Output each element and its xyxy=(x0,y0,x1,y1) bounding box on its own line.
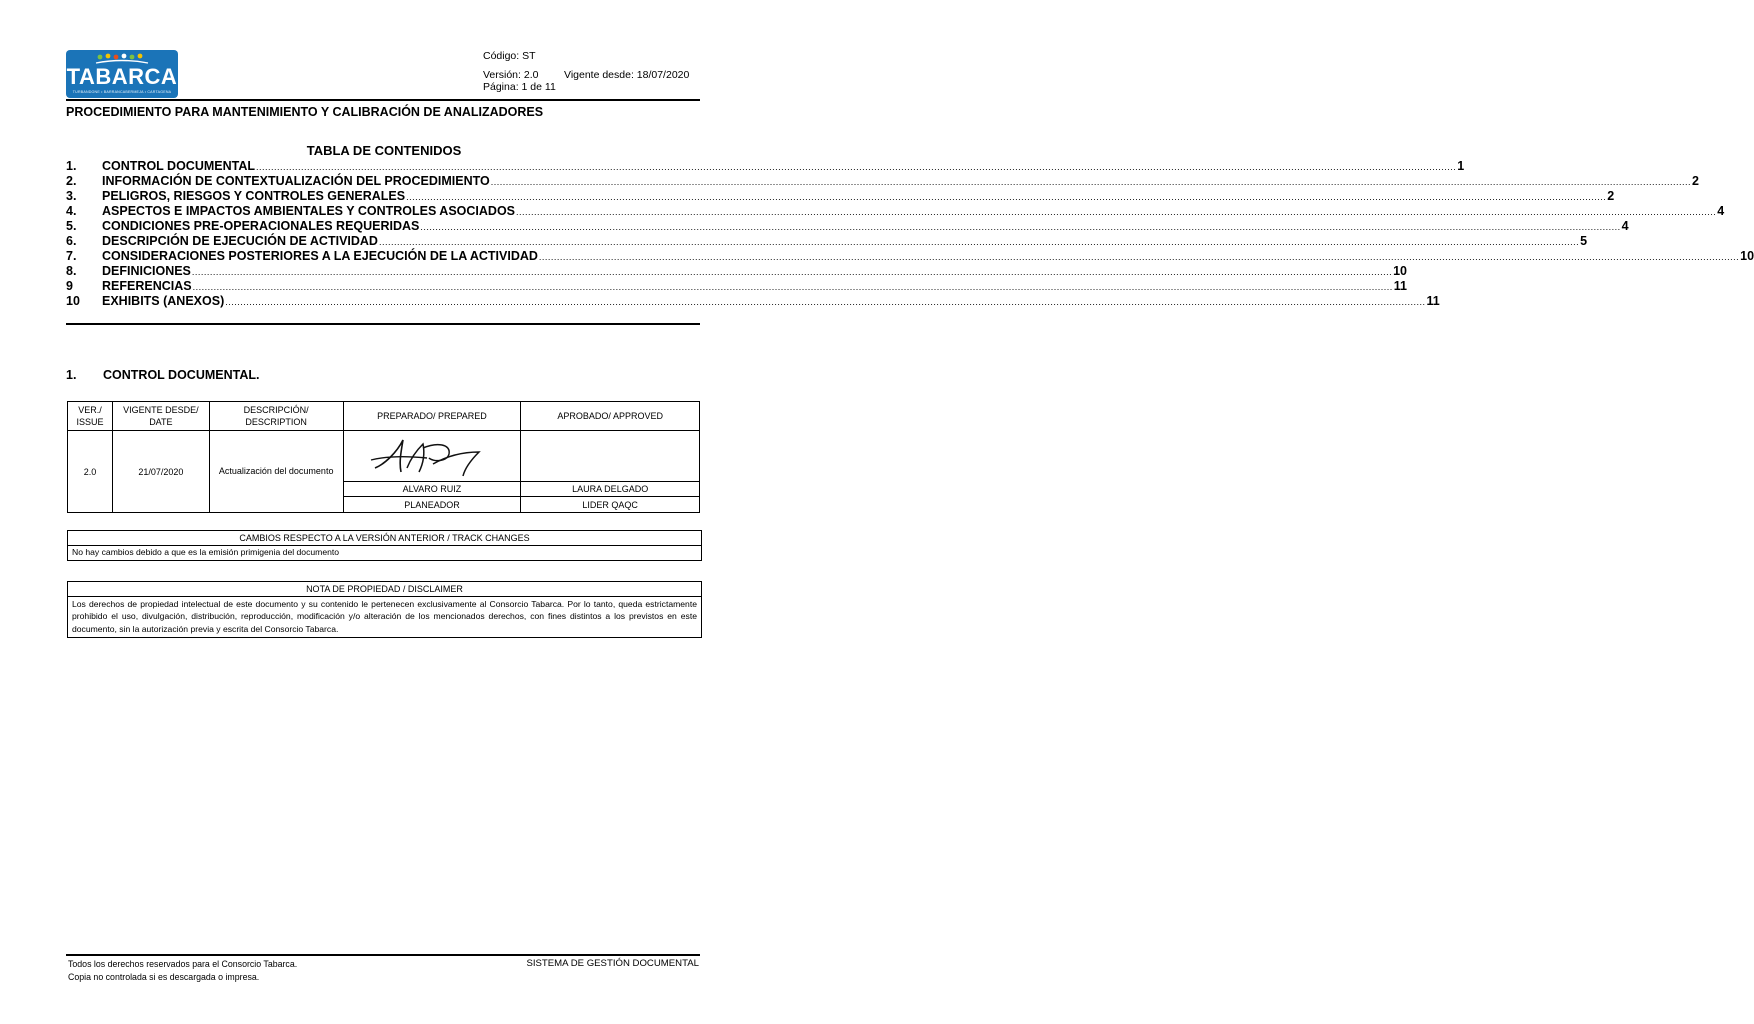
toc-entry[interactable] xyxy=(66,294,1440,309)
toc-label: CONTROL DOCUMENTAL xyxy=(102,159,255,173)
toc-entry[interactable] xyxy=(66,264,1408,279)
toc-page: 11 xyxy=(1393,279,1408,293)
changes-text: No hay cambios debido a que es la emisión primigenia del documento xyxy=(72,547,340,557)
toc-number: 3. xyxy=(66,189,77,203)
toc-leader: ................................................................................................................................................................................................................................................................................................................................................................................................................ xyxy=(225,297,1426,307)
changes-box xyxy=(67,530,702,561)
toc-page: 10 xyxy=(1740,249,1754,263)
header-cell-version: VER./ ISSUE xyxy=(68,402,113,431)
toc-leader: ................................................................................................................................................................................................................................................................................................................................................................................................................ xyxy=(420,222,1621,232)
doc-effective-date: Vigente desde: 18/07/2020 xyxy=(564,69,690,81)
toc-leader: ................................................................................................................................................................................................................................................................................................................................................................................................................ xyxy=(490,177,1691,187)
toc-leader: ................................................................................................................................................................................................................................................................................................................................................................................................................ xyxy=(406,192,1607,202)
toc-entry[interactable] xyxy=(66,204,1725,219)
toc-number: 8. xyxy=(66,264,77,278)
toc-number: 4. xyxy=(66,204,77,218)
toc-page: 2 xyxy=(1691,174,1699,188)
logo-wordmark: TABARCA xyxy=(66,64,178,89)
cell-version: 2.0 xyxy=(68,431,113,513)
toc-entry[interactable] xyxy=(66,249,1754,264)
toc-leader: ................................................................................................................................................................................................................................................................................................................................................................................................................ xyxy=(256,162,1457,172)
signature-cell xyxy=(343,431,521,482)
toc-leader: ................................................................................................................................................................................................................................................................................................................................................................................................................ xyxy=(538,252,1740,262)
company-logo xyxy=(66,50,178,98)
toc-label: CONSIDERACIONES POSTERIORES A LA EJECUCIÓN DE LA ACTIVIDAD xyxy=(102,249,538,263)
header-divider xyxy=(66,99,700,101)
logo-tagline: TURBANDONE • BARRANCABERMEJA • CARTAGENA xyxy=(72,90,172,94)
disclaimer-text: Los derechos de propiedad intelectual de este documento y su contenido le pertenecen exclusivamente al Consorcio Tabarca. Por lo tanto, queda estrictamente prohibido el uso, divulgación, distribución, reproducción, modificación y/o alteración de los mencionados derechos, con fines distintos a los previstos en este documento, sin la autorización previa y escrita del Consorcio Tabarca. xyxy=(72,599,697,634)
approved-name: LAURA DELGADO xyxy=(521,482,700,497)
toc-entry[interactable] xyxy=(66,279,1408,294)
toc-label: INFORMACIÓN DE CONTEXTUALIZACIÓN DEL PROCEDIMIENTO xyxy=(102,174,490,188)
toc-page: 10 xyxy=(1393,264,1408,278)
toc-entry[interactable] xyxy=(66,234,1588,249)
header-cell-prepared: PREPARADO/ PREPARED xyxy=(343,402,521,431)
header-cell-approved: APROBADO/ APPROVED xyxy=(521,402,700,431)
toc-label: DEFINICIONES xyxy=(102,264,191,278)
disclaimer-box xyxy=(67,581,702,638)
toc-number: 9 xyxy=(66,279,73,293)
disclaimer-title: NOTA DE PROPIEDAD / DISCLAIMER xyxy=(68,582,701,597)
footer-rights xyxy=(68,958,297,984)
toc-page: 4 xyxy=(1621,219,1629,233)
section-number: 1. xyxy=(66,368,77,382)
toc-leader: ................................................................................................................................................................................................................................................................................................................................................................................................................ xyxy=(378,237,1580,247)
toc-page: 2 xyxy=(1607,189,1615,203)
signature-image xyxy=(367,434,497,478)
toc-label: EXHIBITS (ANEXOS) xyxy=(102,294,225,308)
prepared-name: ALVARO RUIZ xyxy=(343,482,521,497)
changes-title: CAMBIOS RESPECTO A LA VERSIÓN ANTERIOR / TRACK CHANGES xyxy=(68,531,701,546)
header-cell-date: VIGENTE DESDE/ DATE xyxy=(112,402,209,431)
toc-page: 11 xyxy=(1426,294,1440,308)
toc-number: 10 xyxy=(66,294,80,308)
toc-number: 2. xyxy=(66,174,77,188)
toc-label: REFERENCIAS xyxy=(102,279,192,293)
prepared-role: PLANEADOR xyxy=(343,497,521,513)
cell-description: Actualización del documento xyxy=(209,431,343,513)
toc-page: 5 xyxy=(1580,234,1588,248)
header-cell-description: DESCRIPCIÓN/ DESCRIPTION xyxy=(209,402,343,431)
toc-entry[interactable] xyxy=(66,219,1629,234)
page-title: PROCEDIMIENTO PARA MANTENIMIENTO Y CALIBRACIÓN DE ANALIZADORES xyxy=(66,105,544,119)
doc-page-count: Página: 1 de 11 xyxy=(483,81,556,93)
toc-number: 6. xyxy=(66,234,77,248)
footer-line-rights: Todos los derechos reservados para el Consorcio Tabarca. xyxy=(68,959,298,969)
toc-label: ASPECTOS E IMPACTOS AMBIENTALES Y CONTROLES ASOCIADOS xyxy=(102,204,516,218)
doc-version: Versión: 2.0 xyxy=(483,69,539,81)
toc-title: TABLA DE CONTENIDOS xyxy=(306,143,462,158)
toc-number: 5. xyxy=(66,219,77,233)
toc-label: CONDICIONES PRE-OPERACIONALES REQUERIDAS xyxy=(102,219,420,233)
doc-code: Código: ST xyxy=(483,50,536,62)
approval-signature-cell xyxy=(521,431,700,482)
toc-page: 1 xyxy=(1457,159,1465,173)
toc-label: PELIGROS, RIESGOS Y CONTROLES GENERALES xyxy=(102,189,406,203)
footer-line-copy: Copia no controlada si es descargada o impresa. xyxy=(68,972,260,982)
toc-entry[interactable] xyxy=(66,159,1465,174)
toc-number: 1. xyxy=(66,159,77,173)
toc-divider xyxy=(66,323,700,325)
toc-entry[interactable] xyxy=(66,174,1699,189)
toc-leader: ................................................................................................................................................................................................................................................................................................................................................................................................................ xyxy=(516,207,1717,217)
toc-leader: ................................................................................................................................................................................................................................................................................................................................................................................................................ xyxy=(192,282,1393,292)
footer-system-name: SISTEMA DE GESTIÓN DOCUMENTAL xyxy=(526,958,699,969)
toc-page: 4 xyxy=(1717,204,1725,218)
table-of-contents xyxy=(66,159,1754,309)
approved-role: LIDER QAQC xyxy=(521,497,700,513)
cell-date: 21/07/2020 xyxy=(112,431,209,513)
section-heading xyxy=(66,368,259,382)
document-control-table xyxy=(67,401,700,513)
toc-number: 7. xyxy=(66,249,77,263)
toc-leader: ................................................................................................................................................................................................................................................................................................................................................................................................................ xyxy=(191,267,1393,277)
section-title: CONTROL DOCUMENTAL. xyxy=(103,368,260,382)
toc-label: DESCRIPCIÓN DE EJECUCIÓN DE ACTIVIDAD xyxy=(102,234,378,248)
toc-entry[interactable] xyxy=(66,189,1615,204)
footer-divider xyxy=(66,954,700,956)
